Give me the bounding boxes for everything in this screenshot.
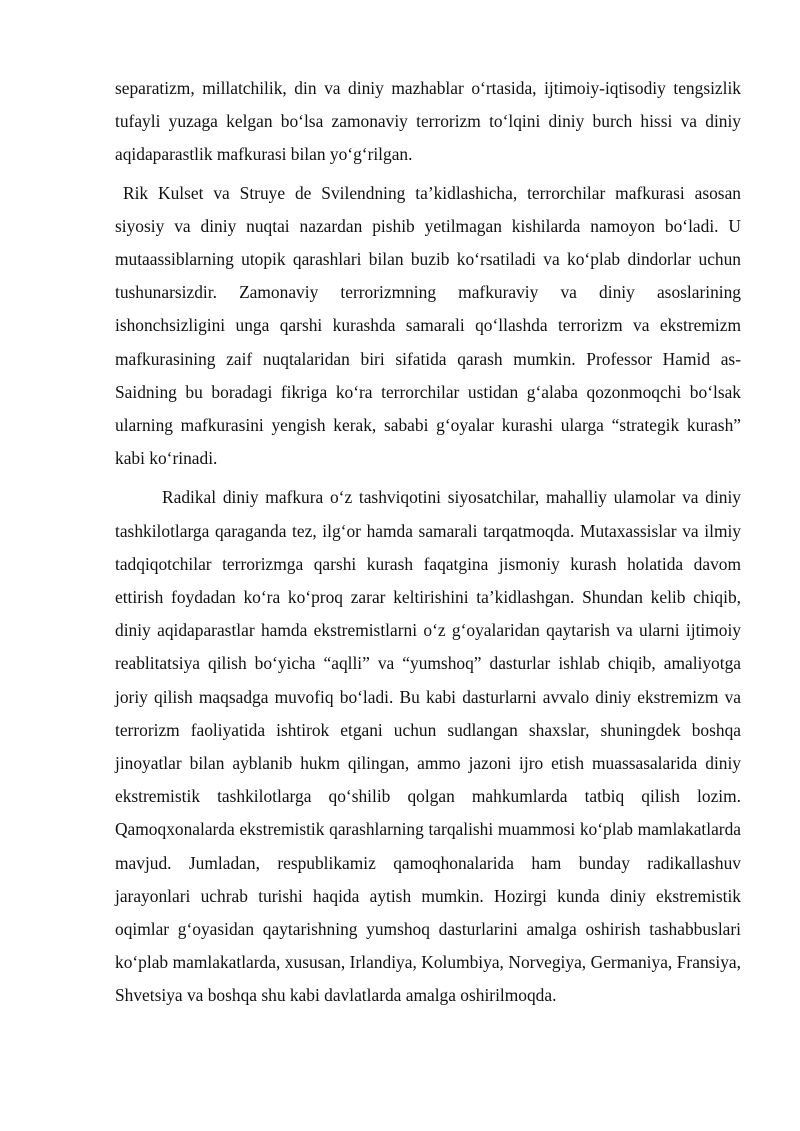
- paragraph-2: Rik Kulset va Struye de Svilendning ta’kidlashicha, terrorchilar mafkurasi asosan siyosiy va diniy nuqtai nazardan pishib yetilmagan kishilarda namoyon bo‘ladi. U mutaassiblarning utopik qarashlari bilan buzib ko‘rsatiladi va ko‘plab dindorlar uchun tushunarsizdir. Zamonaviy terrorizmning mafkuraviy va diniy asoslarining ishonchsizligini unga qarshi kurashda samarali qo‘llashda terrorizm va ekstremizm mafkurasining zaif nuqtalaridan biri sifatida qarash mumkin. Professor Hamid as-Saidning bu boradagi fikriga ko‘ra terrorchilar ustidan g‘alaba qozonmoqchi bo‘lsak ularning mafkurasini yengish kerak, sababi g‘oyalar kurashi ularga “strategik kurash” kabi ko‘rinadi.: [115, 182, 741, 469]
- document-page: [115, 72, 741, 1013]
- paragraph-1: separatizm, millatchilik, din va diniy mazhablar o‘rtasida, ijtimoiy-iqtisodiy tengsizlik tufayli yuzaga kelgan bo‘lsa zamonaviy terrorizm to‘lqini diniy burch hissi va diniy aqidaparastlik mafkurasi bilan yo‘g‘rilgan.: [115, 78, 741, 165]
- paragraph-3: Radikal diniy mafkura o‘z tashviqotini siyosatchilar, mahalliy ulamolar va diniy tashkilotlarga qaraganda tez, ilg‘or hamda samarali tarqatmoqda. Mutaxassislar va ilmiy tadqiqotchilar terrorizmga qarshi kurash faqatgina jismoniy kurash holatida davom ettirish foydadan ko‘ra ko‘proq zarar keltirishini ta’kidlashgan. Shundan kelib chiqib, diniy aqidaparastlar hamda ekstremistlarni o‘z g‘oyalaridan qaytarish va ularni ijtimoiy reablitatsiya qilish bo‘yicha “aqlli” va “yumshoq” dasturlar ishlab chiqib, amaliyotga joriy qilish maqsadga muvofiq bo‘ladi. Bu kabi dasturlarni avvalo diniy ekstremizm va terrorizm faoliyatida ishtirok etgani uchun sudlangan shaxslar, shuningdek boshqa jinoyatlar bilan ayblanib hukm qilingan, ammo jazoni ijro etish muassasalarida diniy ekstremistik tashkilotlarga qo‘shilib qolgan mahkumlarda tatbiq qilish lozim. Qamoqxonalarda ekstremistik qarashlarning tarqalishi muammosi ko‘plab mamlakatlarda mavjud. Jumladan, respublikamiz qamoqhonalarida ham bunday radikallashuv jarayonlari uchrab turishi haqida aytish mumkin. Hozirgi kunda diniy ekstremistik oqimlar g‘oyasidan qaytarishning yumshoq dasturlarini amalga oshirish tashabbuslari ko‘plab mamlakatlarda, xususan, Irlandiya, Kolumbiya, Norvegiya, Germaniya, Fransiya, Shvetsiya va boshqa shu kabi davlatlarda amalga oshirilmoqda.: [115, 487, 741, 1006]
